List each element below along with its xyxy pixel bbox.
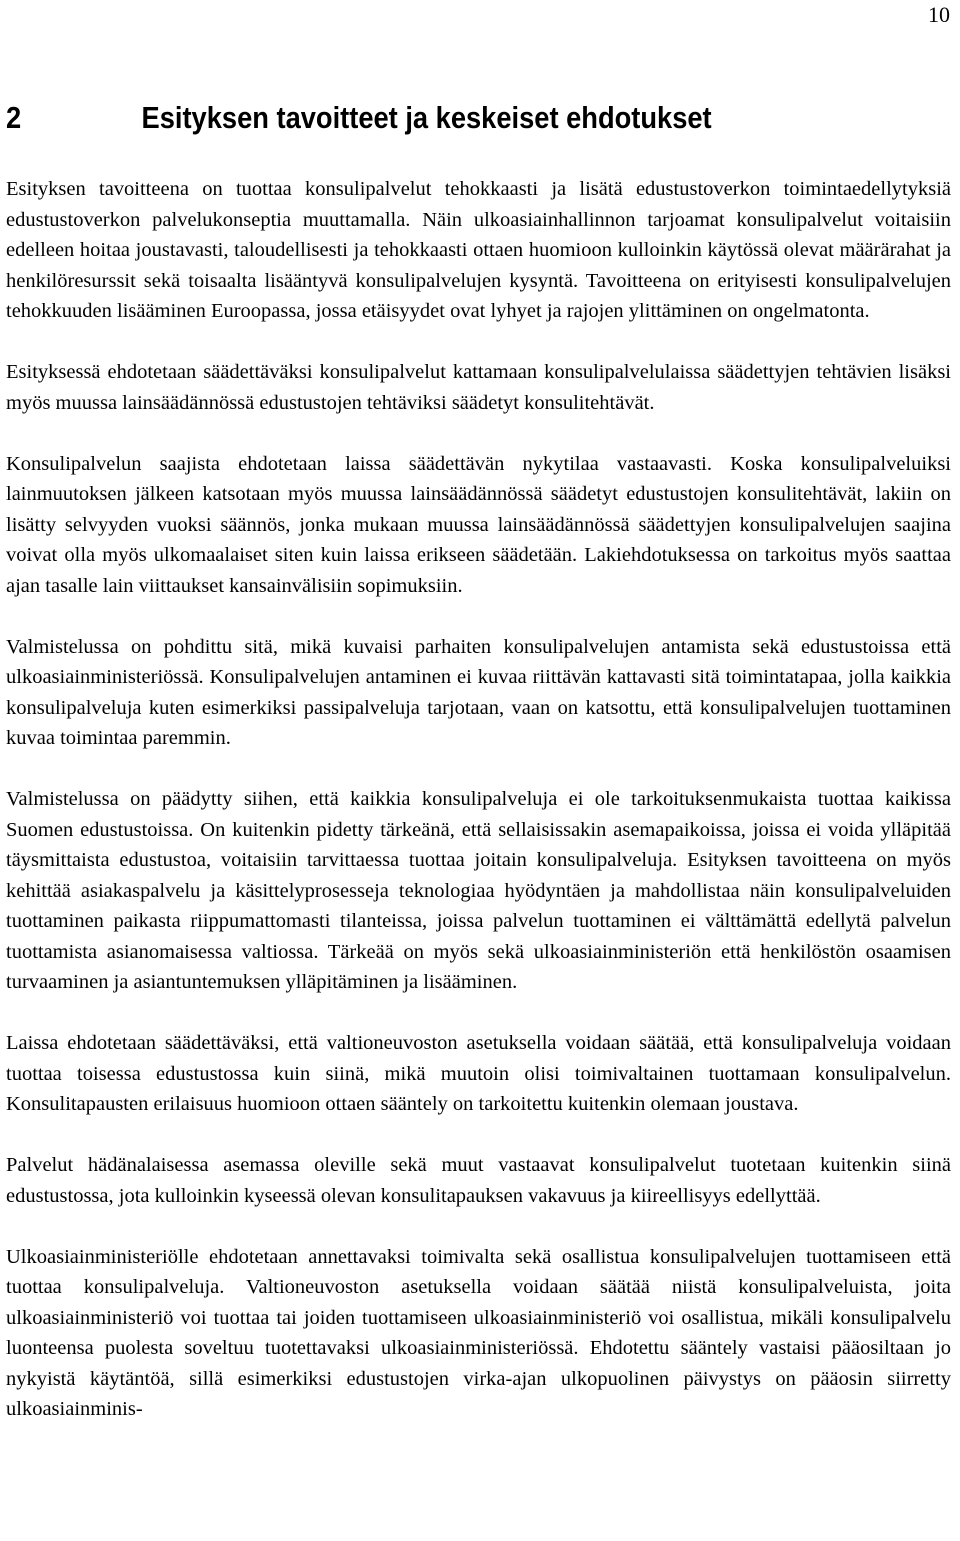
- paragraph: Valmistelussa on pohdittu sitä, mikä kuvaisi parhaiten konsulipalvelujen antamista sekä edustustoissa että ulkoasiainministeriössä. Konsulipalvelujen antaminen ei kuvaa riittävän kattavasti sitä toimintatapaa, jolla kaikkia konsulipalveluja kuten esimerkiksi passipalveluja tarjotaan, vaan on katsottu, että konsulipalvelujen tuottaminen kuvaa toimintaa paremmin.: [6, 635, 951, 749]
- paragraph: Esityksessä ehdotetaan säädettäväksi konsulipalvelut kattamaan konsulipalvelulaissa säädettyjen tehtävien lisäksi myös muussa lainsäädännössä edustustojen tehtäviksi säädetyt konsulitehtävät.: [6, 361, 951, 414]
- paragraph: Konsulipalvelun saajista ehdotetaan laissa säädettävän nykytilaa vastaavasti. Koska konsulipalveluiksi lainmuutoksen jälkeen katsotaan myös muussa lainsäädännössä säädetyt edustustojen konsulitehtävät, lakiin on lisätty selvyyden vuoksi säännös, jonka mukaan muussa lainsäädännössä säädettyjen konsulipalvelujen saajina voivat olla myös ulkomaalaiset siten kuin laissa erikseen säädetään. Lakiehdotuksessa on tarkoitus myös saattaa ajan tasalle lain viittaukset kansainvälisiin sopimuksiin.: [6, 452, 951, 597]
- page-number: 10: [928, 2, 950, 27]
- body-text: [6, 174, 951, 1455]
- paragraph: Laissa ehdotetaan säädettäväksi, että valtioneuvoston asetuksella voidaan säätää, että konsulipalveluja voidaan tuottaa toisessa edustustossa kuin siinä, mikä muutoin olisi toimivaltainen tuottamaan konsulipalvelun. Konsulitapausten erilaisuus huomioon ottaen sääntely on tarkoitettu kuitenkin olemaan joustava.: [6, 1032, 951, 1115]
- paragraph: Esityksen tavoitteena on tuottaa konsulipalvelut tehokkaasti ja lisätä edustustoverkon toimintaedellytyksiä edustustoverkon palvelukonseptia muuttamalla. Näin ulkoasiainhallinnon tarjoamat konsulipalvelut voitaisiin edelleen hoitaa joustavasti, taloudellisesti ja tehokkaasti ottaen huomioon kulloinkin käytössä olevat määrärahat ja henkilöresurssit sekä toisaalta lisääntyvä konsulipalvelujen kysyntä. Tavoitteena on erityisesti konsulipalvelujen tehokkuuden lisääminen Euroopassa, jossa etäisyydet ovat lyhyet ja rajojen ylittäminen on ongelmatonta.: [6, 178, 951, 322]
- paragraph: Palvelut hädänalaisessa asemassa oleville sekä muut vastaavat konsulipalvelut tuotetaan kuitenkin siinä edustustossa, jota kulloinkin kyseessä olevan konsulitapauksen vakavuus ja kiireellisyys edellyttää.: [6, 1154, 951, 1207]
- section-number: 2: [6, 100, 22, 135]
- section-heading: [6, 96, 712, 140]
- section-title: Esityksen tavoitteet ja keskeiset ehdotukset: [141, 100, 712, 135]
- paragraph: Valmistelussa on päädytty siihen, että kaikkia konsulipalveluja ei ole tarkoituksenmukaista tuottaa kaikissa Suomen edustustoissa. On kuitenkin pidetty tärkeänä, että sellaisissakin asemapaikoissa, joissa ei voida ylläpitää täysmittaista edustustoa, voitaisiin tarvittaessa tuottaa joitain konsulipalveluja. Esityksen tavoitteena on myös kehittää asiakaspalvelu ja käsittelyprosesseja teknologiaa hyödyntäen ja mahdollistaa näin konsulipalveluiden tuottaminen paikasta riippumattomasti tilanteissa, joissa palvelun tuottaminen ei välttämättä edellytä palvelun tuottamista asianomaisessa valtiossa. Tärkeää on myös sekä ulkoasiainministeriön että henkilöstön osaamisen turvaaminen ja asiantuntemuksen ylläpitäminen ja lisääminen.: [6, 788, 951, 993]
- paragraph: Ulkoasiainministeriölle ehdotetaan annettavaksi toimivalta sekä osallistua konsulipalvelujen tuottamiseen että tuottaa konsulipalveluja. Valtioneuvoston asetuksella voidaan säätää niistä konsulipalveluista, joita ulkoasiainministeriö voi tuottaa tai joiden tuottamiseen ulkoasiainministeriö voi osallistua, mikäli konsulipalvelu luonteensa puolesta soveltuu tuotettavaksi ulkoasiainministeriössä. Ehdotettu sääntely vastaisi pääosiltaan jo nykyistä käytäntöä, sillä esimerkiksi edustustojen virka-ajan ulkopuolinen päivystys on pääosin siirretty ulkoasiainminis-: [6, 1245, 951, 1420]
